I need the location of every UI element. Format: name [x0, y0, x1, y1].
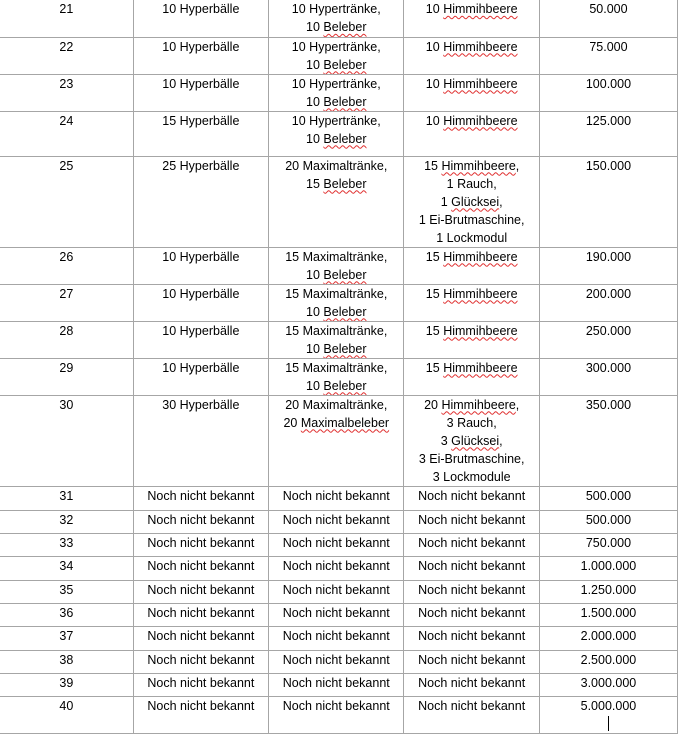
cell-line: Noch nicht bekannt: [418, 512, 526, 527]
cell-potions[interactable]: [269, 358, 404, 395]
cell-line: 10 Hypertränke,: [291, 2, 381, 16]
cell-line: 10 Hyperbälle: [162, 323, 240, 338]
cell-potions[interactable]: [269, 74, 404, 111]
cell-line: Noch nicht bekannt: [282, 675, 390, 690]
cell-line: Noch nicht bekannt: [147, 535, 255, 550]
cell-line: 75.000: [589, 39, 628, 54]
cell-level[interactable]: [0, 0, 133, 37]
cell-line: 10 Hyperbälle: [162, 286, 240, 301]
cell-items[interactable]: [404, 284, 539, 321]
cell-line: 15 Hyperbälle: [162, 113, 240, 128]
cell-level[interactable]: [0, 111, 133, 156]
cell-items[interactable]: [404, 395, 539, 486]
cell-level[interactable]: [0, 358, 133, 395]
cell-line: 10 Beleber: [306, 304, 367, 319]
cell-money[interactable]: [539, 696, 677, 733]
cell-level[interactable]: [0, 696, 133, 733]
cell-level[interactable]: [0, 395, 133, 486]
cell-line: 35: [59, 582, 74, 597]
spellcheck-flag: Himmihbeere: [443, 113, 518, 128]
spellcheck-flag: Beleber: [323, 378, 367, 393]
table-row: [0, 74, 678, 111]
cell-line: 29: [59, 360, 74, 375]
cell-line: 15 Himmihbeere,: [424, 158, 520, 173]
cell-balls[interactable]: [133, 0, 268, 37]
cell-money[interactable]: [539, 395, 677, 486]
cell-potions[interactable]: [269, 580, 404, 603]
table-row: [0, 626, 678, 650]
cell-line: 22: [59, 39, 74, 54]
cell-line: 2.000.000: [580, 628, 637, 643]
text-cursor: [608, 716, 609, 731]
cell-items[interactable]: [404, 358, 539, 395]
cell-line: 10 Hyperbälle: [162, 39, 240, 54]
cell-money[interactable]: [539, 626, 677, 650]
cell-balls[interactable]: [133, 395, 268, 486]
cell-line: 190.000: [585, 249, 632, 264]
cell-level[interactable]: [0, 284, 133, 321]
cell-items[interactable]: [404, 533, 539, 556]
table-row: [0, 321, 678, 358]
cell-line: 40: [59, 698, 74, 713]
cell-balls[interactable]: [133, 74, 268, 111]
cell-items[interactable]: [404, 556, 539, 580]
cell-line: 300.000: [585, 360, 632, 375]
cell-items[interactable]: [404, 603, 539, 626]
cell-level[interactable]: [0, 74, 133, 111]
cell-items[interactable]: [404, 580, 539, 603]
cell-line: Noch nicht bekannt: [147, 512, 255, 527]
cell-line: 150.000: [585, 158, 632, 173]
cell-line: Noch nicht bekannt: [418, 628, 526, 643]
cell-line: 1.500.000: [580, 605, 637, 620]
cell-line: 500.000: [585, 488, 632, 503]
cell-line: Noch nicht bekannt: [282, 582, 390, 597]
spellcheck-flag: Himmihbeere: [443, 2, 518, 16]
cell-potions[interactable]: [269, 321, 404, 358]
cell-line: Noch nicht bekannt: [418, 605, 526, 620]
cell-money[interactable]: [539, 358, 677, 395]
cell-money[interactable]: [539, 580, 677, 603]
cell-money[interactable]: [539, 321, 677, 358]
cell-line: Noch nicht bekannt: [282, 558, 390, 573]
cell-line: 15 Maximaltränke,: [285, 323, 388, 338]
cell-line: Noch nicht bekannt: [418, 558, 526, 573]
cell-line: 10 Beleber: [306, 94, 367, 109]
cell-money[interactable]: [539, 556, 677, 580]
cell-line: 15 Maximaltränke,: [285, 360, 388, 375]
table-row: [0, 156, 678, 247]
cell-balls[interactable]: [133, 673, 268, 696]
cell-line: 10 Hyperbälle: [162, 249, 240, 264]
cell-balls[interactable]: [133, 556, 268, 580]
cell-money[interactable]: [539, 0, 677, 37]
cell-line: 27: [59, 286, 74, 301]
cell-balls[interactable]: [133, 247, 268, 284]
spellcheck-flag: Himmihbeere: [441, 397, 516, 412]
cell-line: 500.000: [585, 512, 632, 527]
cell-items[interactable]: [404, 626, 539, 650]
cell-potions[interactable]: [269, 556, 404, 580]
table-row: [0, 358, 678, 395]
cell-line: Noch nicht bekannt: [282, 652, 390, 667]
cell-line: 31: [59, 488, 74, 503]
cell-level[interactable]: [0, 603, 133, 626]
cell-line: 24: [59, 113, 74, 128]
cell-line: 10 Hyperbälle: [162, 2, 240, 16]
cell-line: Noch nicht bekannt: [147, 582, 255, 597]
cell-money[interactable]: [539, 284, 677, 321]
cell-line: 30: [59, 397, 74, 412]
table-row: [0, 673, 678, 696]
cell-line: Noch nicht bekannt: [147, 698, 255, 713]
table-row: [0, 556, 678, 580]
cell-potions[interactable]: [269, 111, 404, 156]
cell-potions[interactable]: [269, 156, 404, 247]
cell-money[interactable]: [539, 486, 677, 510]
cell-level[interactable]: [0, 486, 133, 510]
cell-items[interactable]: [404, 650, 539, 673]
cell-money[interactable]: [539, 533, 677, 556]
cell-money[interactable]: [539, 650, 677, 673]
cell-line: Noch nicht bekannt: [418, 488, 526, 503]
cell-potions[interactable]: [269, 696, 404, 733]
cell-items[interactable]: [404, 156, 539, 247]
table-row: [0, 580, 678, 603]
cell-line: 39: [59, 675, 74, 690]
spellcheck-flag: Himmihbeere: [441, 158, 516, 173]
cell-balls[interactable]: [133, 156, 268, 247]
spellcheck-flag: Himmihbeere: [443, 286, 518, 301]
cell-level[interactable]: [0, 533, 133, 556]
spellcheck-flag: Beleber: [323, 20, 367, 34]
spellcheck-flag: Beleber: [323, 57, 367, 72]
table-row: [0, 284, 678, 321]
spellcheck-flag: Beleber: [323, 304, 367, 319]
cell-line: Noch nicht bekannt: [147, 628, 255, 643]
cell-potions[interactable]: [269, 486, 404, 510]
cell-level[interactable]: [0, 510, 133, 533]
cell-line: 20 Maximalbeleber: [283, 415, 390, 430]
cell-line: 38: [59, 652, 74, 667]
spellcheck-flag: Himmihbeere: [443, 249, 518, 264]
cell-line: Noch nicht bekannt: [418, 675, 526, 690]
cell-items[interactable]: [404, 486, 539, 510]
cell-line: 1 Rauch,: [446, 176, 497, 191]
cell-line: Noch nicht bekannt: [418, 652, 526, 667]
cell-line: 20 Maximaltränke,: [285, 158, 388, 173]
cell-items[interactable]: [404, 74, 539, 111]
cell-line: 25 Hyperbälle: [162, 158, 240, 173]
cell-line: 50.000: [589, 2, 628, 16]
cell-balls[interactable]: [133, 510, 268, 533]
cell-level[interactable]: [0, 156, 133, 247]
cell-money[interactable]: [539, 247, 677, 284]
cell-level[interactable]: [0, 321, 133, 358]
cell-line: 2.500.000: [580, 652, 637, 667]
cell-line: 32: [59, 512, 74, 527]
spellcheck-flag: Himmihbeere: [443, 360, 518, 375]
cell-line: 125.000: [585, 113, 632, 128]
cell-potions[interactable]: [269, 650, 404, 673]
cell-balls[interactable]: [133, 580, 268, 603]
cell-items[interactable]: [404, 321, 539, 358]
cell-balls[interactable]: [133, 533, 268, 556]
spellcheck-flag: Himmihbeere: [443, 323, 518, 338]
cell-line: Noch nicht bekannt: [147, 652, 255, 667]
cell-line: 1 Glücksei,: [440, 194, 503, 209]
cell-line: 10 Beleber: [306, 267, 367, 282]
cell-line: 15 Himmihbeere: [425, 286, 518, 301]
cell-line: 28: [59, 323, 74, 338]
cell-potions[interactable]: [269, 626, 404, 650]
cell-line: Noch nicht bekannt: [282, 698, 390, 713]
cell-line: 37: [59, 628, 74, 643]
cell-potions[interactable]: [269, 0, 404, 37]
cell-line: 3 Lockmodule: [432, 469, 511, 484]
cell-balls[interactable]: [133, 696, 268, 733]
cell-balls[interactable]: [133, 358, 268, 395]
cell-line: 30 Hyperbälle: [162, 397, 240, 412]
cell-level[interactable]: [0, 673, 133, 696]
cell-level[interactable]: [0, 247, 133, 284]
cell-balls[interactable]: [133, 111, 268, 156]
cell-line: 15 Himmihbeere: [425, 323, 518, 338]
cell-money[interactable]: [539, 74, 677, 111]
table-row: [0, 395, 678, 486]
table-row: [0, 533, 678, 556]
cell-items[interactable]: [404, 37, 539, 74]
cell-level[interactable]: [0, 556, 133, 580]
cell-line: 15 Beleber: [306, 176, 367, 191]
cell-line: 100.000: [585, 76, 632, 91]
cell-balls[interactable]: [133, 284, 268, 321]
spellcheck-flag: Beleber: [323, 267, 367, 282]
cell-line: 10 Hyperbälle: [162, 76, 240, 91]
cell-line: 3 Rauch,: [446, 415, 497, 430]
cell-balls[interactable]: [133, 626, 268, 650]
cell-line: Noch nicht bekannt: [282, 488, 390, 503]
cell-level[interactable]: [0, 37, 133, 74]
cell-line: 34: [59, 558, 74, 573]
cell-line: 10 Beleber: [306, 57, 367, 72]
cell-line: 3 Glücksei,: [440, 433, 503, 448]
table-row: [0, 486, 678, 510]
spellcheck-flag: Himmihbeere: [443, 39, 518, 54]
cell-money[interactable]: [539, 111, 677, 156]
cell-money[interactable]: [539, 37, 677, 74]
spellcheck-flag: Beleber: [323, 176, 367, 191]
cell-balls[interactable]: [133, 37, 268, 74]
cell-line: 10 Beleber: [306, 341, 367, 356]
cell-line: 10 Himmihbeere: [425, 113, 518, 128]
cell-line: 10 Beleber: [306, 378, 367, 393]
cell-line: Noch nicht bekannt: [418, 698, 526, 713]
cell-line: 3 Ei-Brutmaschine,: [418, 451, 525, 466]
cell-line: Noch nicht bekannt: [147, 558, 255, 573]
cell-potions[interactable]: [269, 603, 404, 626]
table-row: [0, 603, 678, 626]
cell-line: 33: [59, 535, 74, 550]
cell-line: 36: [59, 605, 74, 620]
cell-items[interactable]: [404, 673, 539, 696]
cell-line: 15 Maximaltränke,: [285, 286, 388, 301]
cell-line: 10 Hypertränke,: [291, 39, 381, 54]
cell-potions[interactable]: [269, 510, 404, 533]
cell-money[interactable]: [539, 156, 677, 247]
spellcheck-flag: Beleber: [323, 341, 367, 356]
cell-line: 21: [59, 2, 74, 16]
cell-potions[interactable]: [269, 533, 404, 556]
spellcheck-flag: Beleber: [323, 94, 367, 109]
cell-line: 3.000.000: [580, 675, 637, 690]
cell-line: 15 Himmihbeere: [425, 360, 518, 375]
cell-line: 26: [59, 249, 74, 264]
cell-line: 1 Ei-Brutmaschine,: [418, 212, 525, 227]
spellcheck-flag: Beleber: [323, 131, 367, 146]
cell-line: Noch nicht bekannt: [147, 488, 255, 503]
cell-balls[interactable]: [133, 650, 268, 673]
cell-line: 1.250.000: [580, 582, 637, 597]
cell-line: 10 Hypertränke,: [291, 76, 381, 91]
cell-line: Noch nicht bekannt: [282, 628, 390, 643]
cell-line: Noch nicht bekannt: [282, 535, 390, 550]
cell-line: 10 Himmihbeere: [425, 39, 518, 54]
spellcheck-flag: Maximalbeleber: [300, 415, 390, 430]
table-row: [0, 510, 678, 533]
cell-line: 1 Lockmodul: [436, 230, 508, 245]
cell-line: 1.000.000: [580, 558, 637, 573]
cell-line: 20 Maximaltränke,: [285, 397, 388, 412]
cell-level[interactable]: [0, 580, 133, 603]
cell-line: 200.000: [585, 286, 632, 301]
cell-line: 15 Himmihbeere: [425, 249, 518, 264]
cell-line: 5.000.000: [580, 698, 637, 713]
cell-line: 350.000: [585, 397, 632, 412]
cell-potions[interactable]: [269, 284, 404, 321]
cell-money[interactable]: [539, 603, 677, 626]
cell-line: Noch nicht bekannt: [147, 605, 255, 620]
cell-items[interactable]: [404, 696, 539, 733]
table-row: [0, 696, 678, 733]
cell-line: Noch nicht bekannt: [418, 535, 526, 550]
cell-money[interactable]: [539, 673, 677, 696]
cell-line: 10 Beleber: [306, 131, 367, 146]
cell-line: Noch nicht bekannt: [418, 582, 526, 597]
cell-line: 10 Hypertränke,: [291, 113, 381, 128]
cell-money[interactable]: [539, 510, 677, 533]
cell-potions[interactable]: [269, 673, 404, 696]
table-row: [0, 37, 678, 74]
cell-line: 250.000: [585, 323, 632, 338]
cell-items[interactable]: [404, 247, 539, 284]
cell-line: Noch nicht bekannt: [282, 512, 390, 527]
cell-line: 15 Maximaltränke,: [285, 249, 388, 264]
cell-line: 10 Beleber: [306, 20, 367, 34]
cell-line: 750.000: [585, 535, 632, 550]
table-row: [0, 111, 678, 156]
cell-balls[interactable]: [133, 603, 268, 626]
spellcheck-flag: Glücksei: [451, 194, 500, 209]
cell-balls[interactable]: [133, 321, 268, 358]
spellcheck-flag: Himmihbeere: [443, 76, 518, 91]
cell-line: 23: [59, 76, 74, 91]
cell-line: Noch nicht bekannt: [147, 675, 255, 690]
cell-line: 10 Hyperbälle: [162, 360, 240, 375]
cell-items[interactable]: [404, 111, 539, 156]
cell-items[interactable]: [404, 510, 539, 533]
cell-items[interactable]: [404, 0, 539, 37]
cell-potions[interactable]: [269, 395, 404, 486]
cell-line: 25: [59, 158, 74, 173]
table-row: [0, 0, 678, 37]
cell-line: 10 Himmihbeere: [425, 2, 518, 16]
cell-line: 10 Himmihbeere: [425, 76, 518, 91]
cell-line: Noch nicht bekannt: [282, 605, 390, 620]
cell-potions[interactable]: [269, 247, 404, 284]
cell-balls[interactable]: [133, 486, 268, 510]
cell-level[interactable]: [0, 626, 133, 650]
table-row: [0, 650, 678, 673]
cell-line: 20 Himmihbeere,: [424, 397, 520, 412]
cell-level[interactable]: [0, 650, 133, 673]
spellcheck-flag: Glücksei: [451, 433, 500, 448]
cell-potions[interactable]: [269, 37, 404, 74]
table-row: [0, 247, 678, 284]
